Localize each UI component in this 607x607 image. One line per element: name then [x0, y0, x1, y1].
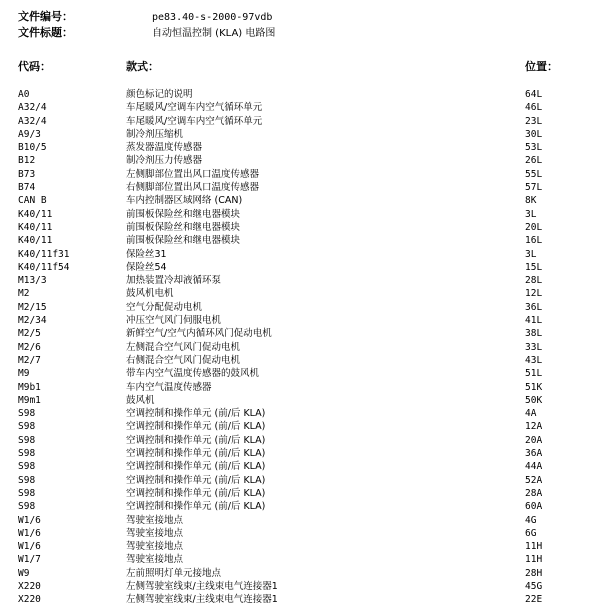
table-row: [0, 354, 607, 367]
table-row: [0, 580, 607, 593]
doc-number-value: pe83.40-s-2000-97vdb: [152, 12, 273, 23]
component-name: 左侧驾驶室线束/主线束电气连接器1: [126, 580, 278, 592]
component-name: 空调控制和操作单元 (前/后 KLA): [126, 421, 266, 433]
component-position: 22E: [525, 594, 543, 606]
table-row: [0, 154, 607, 167]
component-name: 新鲜空气/空气内循环风门促动电机: [126, 328, 272, 340]
table-row: [0, 194, 607, 207]
component-name: 颜色标记的说明: [126, 89, 193, 100]
component-position: 4G: [525, 514, 537, 526]
component-code: M13/3: [18, 275, 47, 287]
table-row: [0, 88, 607, 101]
component-code: A9/3: [18, 128, 41, 140]
table-row: [0, 301, 607, 314]
component-position: 33L: [525, 341, 543, 353]
component-position: 28H: [525, 567, 543, 579]
table-row: [0, 394, 607, 407]
component-code: S98: [18, 487, 36, 499]
component-code: S98: [18, 461, 36, 473]
table-row: [0, 221, 607, 234]
component-code: B73: [18, 168, 36, 180]
component-name: 左前照明灯单元接地点: [126, 567, 222, 579]
component-name: 驾驶室接地点: [126, 514, 184, 526]
table-row: [0, 514, 607, 527]
table-row: [0, 474, 607, 487]
component-name: 加热装置冷却液循环泵: [126, 275, 222, 287]
component-code: W9: [18, 567, 30, 579]
component-code: M9b1: [18, 381, 41, 393]
component-code: M2/7: [18, 354, 41, 366]
table-row: [0, 168, 607, 181]
component-code: W1/7: [18, 554, 41, 566]
component-name: 制冷剂压力传感器: [126, 155, 203, 167]
component-name: 车内控制器区域网络 (CAN): [126, 195, 243, 207]
component-position: 41L: [525, 315, 543, 327]
table-row: [0, 553, 607, 566]
component-position: 55L: [525, 168, 543, 180]
component-position: 52A: [525, 474, 543, 486]
table-row: [0, 314, 607, 327]
component-name: 车尾暖风/空调车内空气循环单元: [126, 115, 263, 127]
component-name: 空气分配促动电机: [126, 301, 203, 313]
doc-title-label: 文件标题：: [18, 26, 73, 39]
component-name: 空调控制和操作单元 (前/后 KLA): [126, 408, 266, 420]
component-code: S98: [18, 408, 36, 420]
component-position: 12L: [525, 288, 543, 300]
component-position: 3L: [525, 248, 537, 260]
component-position: 20A: [525, 434, 543, 446]
component-code: W1/6: [18, 527, 41, 539]
component-position: 57L: [525, 182, 543, 194]
component-position: 50K: [525, 394, 543, 406]
component-position: 36L: [525, 301, 543, 313]
component-name: 右侧混合空气风门促动电机: [126, 354, 241, 366]
table-row: [0, 287, 607, 300]
table-row: [0, 234, 607, 247]
table-row: [0, 101, 607, 114]
column-header-code: 代码：: [18, 60, 51, 73]
component-position: 28A: [525, 487, 543, 499]
component-code: K40/11: [18, 221, 53, 233]
component-name: 驾驶室接地点: [126, 554, 184, 566]
table-row: [0, 460, 607, 473]
column-header-name: 款式：: [126, 60, 159, 73]
component-position: 28L: [525, 275, 543, 287]
component-code: B12: [18, 155, 36, 167]
table-row: [0, 115, 607, 128]
component-position: 44A: [525, 461, 543, 473]
component-code: K40/11: [18, 208, 53, 220]
table-row: [0, 447, 607, 460]
component-name: 冲压空气风门伺服电机: [126, 315, 222, 327]
component-code: M2/5: [18, 328, 41, 340]
table-row: [0, 141, 607, 154]
component-position: 30L: [525, 128, 543, 140]
component-name: 带车内空气温度传感器的鼓风机: [126, 368, 260, 380]
component-code: M9: [18, 368, 30, 380]
component-code: X220: [18, 594, 41, 606]
component-name: 左侧脚部位置出风口温度传感器: [126, 168, 260, 180]
component-code: A32/4: [18, 115, 47, 127]
component-code: M2/15: [18, 301, 47, 313]
component-name: 空调控制和操作单元 (前/后 KLA): [126, 461, 266, 473]
component-position: 43L: [525, 354, 543, 366]
table-row: [0, 274, 607, 287]
component-position: 64L: [525, 89, 543, 100]
component-name: 驾驶室接地点: [126, 527, 184, 539]
component-name: 空调控制和操作单元 (前/后 KLA): [126, 474, 266, 486]
component-position: 20L: [525, 221, 543, 233]
component-name: 保险丝54: [126, 261, 167, 273]
component-code: K40/11: [18, 235, 53, 247]
component-position: 6G: [525, 527, 537, 539]
component-name: 保险丝31: [126, 248, 167, 260]
component-name: 左侧混合空气风门促动电机: [126, 341, 241, 353]
component-code: M2: [18, 288, 30, 300]
component-code: A32/4: [18, 102, 47, 114]
component-code: W1/6: [18, 514, 41, 526]
component-code: B74: [18, 182, 36, 194]
component-position: 45G: [525, 580, 543, 592]
table-row: [0, 420, 607, 433]
component-code: CAN B: [18, 195, 47, 207]
component-name: 驾驶室接地点: [126, 541, 184, 553]
component-code: S98: [18, 434, 36, 446]
table-row: [0, 128, 607, 141]
component-name: 蒸发器温度传感器: [126, 142, 203, 154]
component-code: A0: [18, 89, 30, 100]
table-row: [0, 381, 607, 394]
component-position: 38L: [525, 328, 543, 340]
component-code: S98: [18, 474, 36, 486]
component-name: 右侧脚部位置出风口温度传感器: [126, 182, 260, 194]
component-name: 车尾暖风/空调车内空气循环单元: [126, 102, 263, 114]
component-position: 23L: [525, 115, 543, 127]
component-position: 11H: [525, 554, 543, 566]
table-row: [0, 434, 607, 447]
component-name: 空调控制和操作单元 (前/后 KLA): [126, 448, 266, 460]
component-code: M9m1: [18, 394, 41, 406]
component-name: 前围板保险丝和继电器模块: [126, 221, 241, 233]
component-name: 空调控制和操作单元 (前/后 KLA): [126, 434, 266, 446]
component-name: 车内空气温度传感器: [126, 381, 212, 393]
component-code: M2/6: [18, 341, 41, 353]
doc-number-label: 文件编号：: [18, 10, 73, 23]
component-name: 左侧驾驶室线束/主线束电气连接器1: [126, 594, 278, 606]
component-position: 36A: [525, 448, 543, 460]
component-position: 4A: [525, 408, 537, 420]
table-row: [0, 567, 607, 580]
table-row: [0, 327, 607, 340]
component-position: 26L: [525, 155, 543, 167]
component-code: B10/5: [18, 142, 47, 154]
table-row: [0, 367, 607, 380]
component-position: 16L: [525, 235, 543, 247]
component-position: 51L: [525, 368, 543, 380]
component-position: 11H: [525, 541, 543, 553]
component-name: 空调控制和操作单元 (前/后 KLA): [126, 501, 266, 513]
component-name: 空调控制和操作单元 (前/后 KLA): [126, 487, 266, 499]
column-header-position: 位置：: [525, 60, 558, 73]
component-position: 8K: [525, 195, 537, 207]
component-code: W1/6: [18, 541, 41, 553]
table-row: [0, 487, 607, 500]
table-row: [0, 540, 607, 553]
component-position: 51K: [525, 381, 543, 393]
component-position: 46L: [525, 102, 543, 114]
table-row: [0, 407, 607, 420]
component-list: [0, 88, 607, 607]
component-code: K40/11f31: [18, 248, 70, 260]
component-code: S98: [18, 501, 36, 513]
component-name: 鼓风机电机: [126, 288, 174, 300]
table-row: [0, 527, 607, 540]
table-row: [0, 500, 607, 513]
component-name: 鼓风机: [126, 394, 155, 406]
component-position: 53L: [525, 142, 543, 154]
component-position: 15L: [525, 261, 543, 273]
table-row: [0, 248, 607, 261]
table-row: [0, 341, 607, 354]
table-row: [0, 208, 607, 221]
component-position: 3L: [525, 208, 537, 220]
component-position: 60A: [525, 501, 543, 513]
component-code: S98: [18, 421, 36, 433]
component-code: S98: [18, 448, 36, 460]
component-position: 12A: [525, 421, 543, 433]
component-name: 前围板保险丝和继电器模块: [126, 208, 241, 220]
component-name: 前围板保险丝和继电器模块: [126, 235, 241, 247]
doc-title-value: 自动恒温控制 (KLA) 电路图: [152, 28, 276, 39]
component-code: K40/11f54: [18, 261, 70, 273]
component-code: X220: [18, 580, 41, 592]
component-name: 制冷剂压缩机: [126, 128, 184, 140]
table-row: [0, 181, 607, 194]
component-code: M2/34: [18, 315, 47, 327]
table-row: [0, 261, 607, 274]
